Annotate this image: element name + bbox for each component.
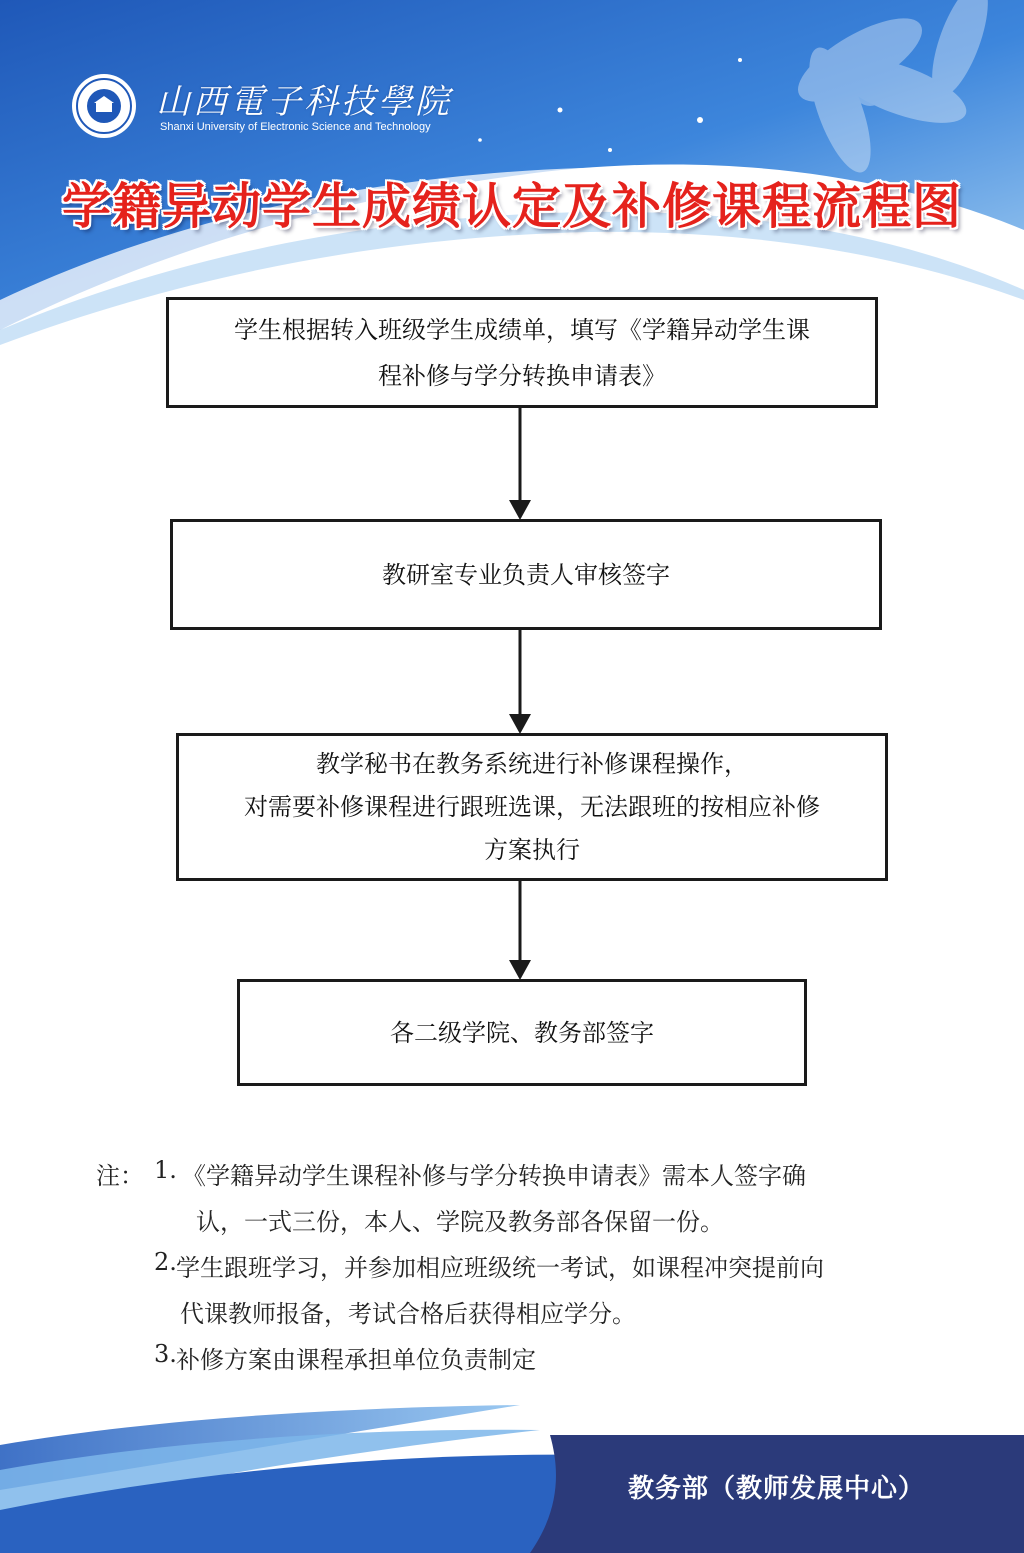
school-name-english: Shanxi University of Electronic Science and Technology [160,121,431,133]
note-1-line-1: 《学籍异动学生课程补修与学分转换申请表》需本人签字确 [182,1162,806,1190]
note-1-number: 1. [154,1156,177,1184]
note-2-line-1: 学生跟班学习，并参加相应班级统一考试，如课程冲突提前向 [176,1254,824,1282]
flow-step-4-line-1: 各二级学院、教务部签字 [390,1018,654,1047]
school-logo [70,72,450,142]
flow-step-3 [176,733,888,881]
flow-step-1-line-1: 学生根据转入班级学生成绩单，填写《学籍异动学生课 [234,315,810,344]
note-2-line-2: 代课教师报备，考试合格后获得相应学分。 [180,1300,636,1328]
school-seal-icon [70,72,138,140]
flow-step-2-line-1: 教研室专业负责人审核签字 [382,560,670,589]
flow-step-1-line-2: 程补修与学分转换申请表》 [378,361,666,390]
flow-step-3-line-1: 教学秘书在教务系统进行补修课程操作， [316,749,748,778]
flow-step-3-line-3: 方案执行 [484,835,580,864]
note-3-number: 3. [154,1340,177,1368]
flow-step-3-line-2: 对需要补修课程进行跟班选课，无法跟班的按相应补修 [244,792,820,821]
page-title: 学籍异动学生成绩认定及补修课程流程图 [61,178,962,235]
note-1-line-2: 认，一式三份，本人、学院及教务部各保留一份。 [196,1208,724,1236]
school-name-chinese: 山西電子科技學院 [156,82,452,122]
flow-arrow-1-to-2 [509,408,531,520]
flow-step-2 [170,519,882,630]
footer-department: 教务部（教师发展中心） [628,1474,926,1504]
note-2-number: 2. [154,1248,177,1276]
notes-prefix: 注： [96,1162,144,1190]
note-3-line-1: 补修方案由课程承担单位负责制定 [176,1346,536,1374]
flow-arrow-2-to-3 [509,630,531,734]
flow-arrow-3-to-4 [509,881,531,980]
flow-step-4 [237,979,807,1086]
flow-step-1 [166,297,878,408]
